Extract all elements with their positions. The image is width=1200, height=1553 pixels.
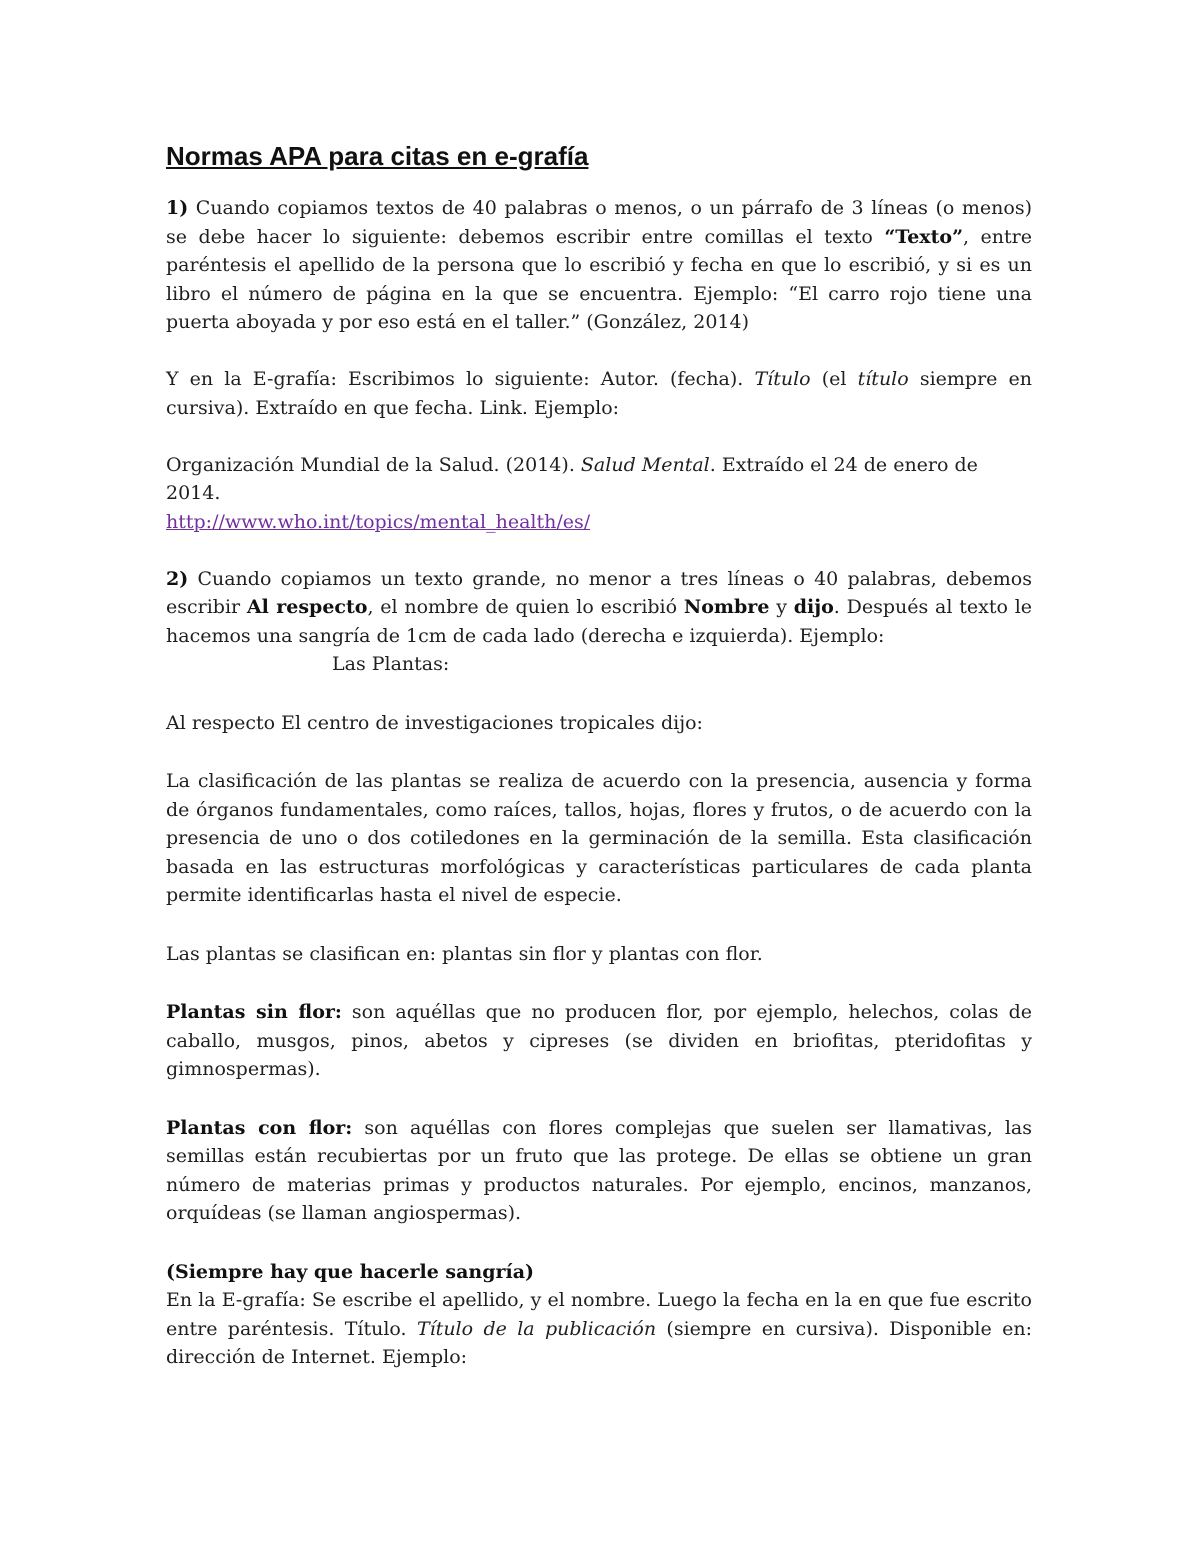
quote-paragraph: La clasificación de las plantas se realiza de acuerdo con la presencia, ausencia y forma de órganos fundamentales, como raíces, tallos, hojas, flores y frutos, o de acuerdo con la presencia de uno o dos cotiledones en la germinación de la semilla. Esta clasificación basada en las estructuras morfológicas y características particulares de cada planta permite identificarlas hasta el nivel de especie. bbox=[166, 770, 1032, 906]
section-1-number: 1) bbox=[166, 197, 189, 219]
plants-subtitle: Las Plantas: bbox=[332, 653, 450, 675]
document-page bbox=[166, 138, 1032, 1372]
section-2-paragraph: 2) Cuando copiamos un texto grande, no menor a tres líneas o 40 palabras, debemos escribir Al respecto, el nombre de quien lo escribió Nombre y dijo. Después al texto le hacemos una sangría de 1cm de cada lado (derecha e izquierda). Ejemplo: bbox=[166, 567, 1033, 647]
siempre-heading: (Siempre hay que hacerle sangría) bbox=[166, 1260, 535, 1283]
sin-flor-paragraph: Plantas sin flor: son aquéllas que no producen flor, por ejemplo, helechos, colas de caballo, musgos, pinos, abetos y cipreses (se dividen en briofitas, pteridofitas y gimnospermas). bbox=[166, 1001, 1032, 1080]
classify-line: Las plantas se clasifican en: plantas sin flor y plantas con flor. bbox=[166, 942, 763, 965]
egrafia-paragraph-1: Y en la E-grafía: Escribimos lo siguiente: Autor. (fecha). Título (el título siempre en cursiva). Extraído en que fecha. Link. Ejemplo: bbox=[166, 368, 1033, 419]
con-flor-paragraph: Plantas con flor: son aquéllas con flores complejas que suelen ser llamativas, las semillas están recubiertas por un fruto que las protege. De ellas se obtiene un gran número de materias primas y productos naturales. Por ejemplo, encinos, manzanos, orquídeas (se llaman angiospermas). bbox=[166, 1116, 1032, 1224]
section-2-number: 2) bbox=[166, 567, 189, 590]
egrafia-paragraph-2: En la E-grafía: Se escribe el apellido, y el nombre. Luego la fecha en la en que fue escrito entre paréntesis. Título. Título de la publicación (siempre en cursiva). Disponible en: dirección de Internet. Ejemplo: bbox=[166, 1289, 1032, 1368]
al-respecto-line: Al respecto El centro de investigaciones tropicales dijo: bbox=[166, 711, 703, 734]
section-1-paragraph: 1) Cuando copiamos textos de 40 palabras o menos, o un párrafo de 3 líneas (o menos) se debe hacer lo siguiente: debemos escribir entre comillas el texto “Texto”, entre paréntesis el apellido de la persona que lo escribió y fecha en que lo escribió, y si es un libro el número de página en la que se encuentra. Ejemplo: “El carro rojo tiene una puerta aboyada y por eso está en el taller.” (González, 2014) bbox=[166, 197, 1032, 333]
document-title: Normas APA para citas en e-grafía bbox=[166, 141, 589, 171]
who-link[interactable]: http://www.who.int/topics/mental_health/es/ bbox=[166, 510, 591, 533]
example-reference: Organización Mundial de la Salud. (2014). Salud Mental. Extraído el 24 de enero de 2014. http://www.who.int/topics/mental_health/es/ bbox=[166, 453, 978, 533]
